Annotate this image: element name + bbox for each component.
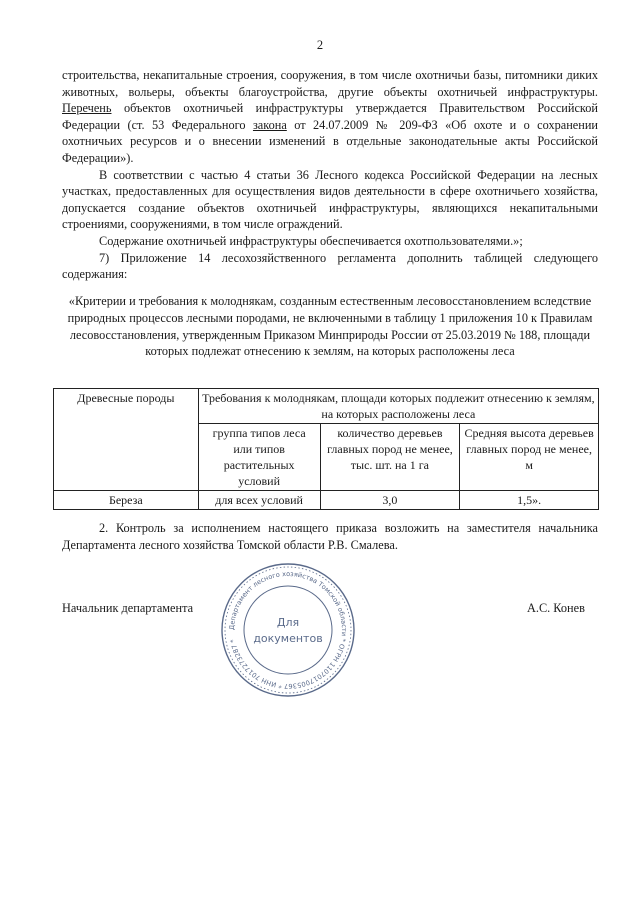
paragraph-appendix-14: 7) Приложение 14 лесохозяйственного регламента дополнить таблицей следующего содержания: [62,250,598,282]
cell-species: Береза [54,491,199,510]
stamp-seal [218,560,358,700]
stamp-ring-text [228,570,348,690]
header-species: Древесные породы [54,389,199,491]
law-link[interactable]: закона [252,117,287,132]
stamp-center-line2: документов [253,632,323,645]
perechen-link[interactable]: Перечень [62,101,112,116]
para1-text-middle: объектов охотничьей инфраструктуры утверждается Правительством Российской Федерации (ст. 53 Федерального [62,101,598,132]
signature-name: А.С. Конев [527,601,585,615]
header-average-height: Средняя высота деревьев главных пород не менее, м [460,424,599,491]
stamp-outer-ring [222,564,354,696]
table-row [54,491,599,510]
stamp-center-line1: Для [276,616,300,629]
criteria-table [53,388,599,510]
cell-count: 3,0 [320,491,460,510]
stamp-inner-ring [244,586,332,674]
header-forest-type-group: группа типов леса или типов растительных условий [198,424,320,491]
para1-text-start: строительства, некапитальные строения, сооружения, в том числе охотничьи базы, питомники диких животных, вольеры, объекты благоустройства, другие объекты охотничьей инфраструктуры. [62,68,598,99]
stamp-ring-textpath: Департамент лесного хозяйства Томской области * ОГРН 1107017005367 * ИНН 7017273287 * [227,569,349,691]
paragraph-control: 2. Контроль за исполнением настоящего приказа возложить на заместителя начальника Департамента лесного хозяйства Томской области Р.В. Смалева. [62,521,598,552]
table-header-row [54,389,599,424]
signature-position: Начальник департамента [62,601,194,615]
header-requirements: Требования к молоднякам, площади которых подлежит отнесению к землям, на которых расположены леса [198,389,598,424]
paragraph-forest-code: В соответствии с частью 4 статьи 36 Лесного кодекса Российской Федерации на лесных участках, предоставленных для осуществления видов деятельности в сфере охотничьего хозяйства, допускается создание объектов охотничьей инфраструктуры, являющихся некапитальными строениями, сооружениями, в том числе ограждений. [62,167,598,232]
page-number: 2 [316,38,324,52]
table-title: «Критерии и требования к молоднякам, созданным естественным лесовосстановлением вследствие природных процессов лесными породами, не включенными в таблицу 1 приложения 10 к Правилам лесовосстановления, утвержденным Приказом Минприроды России от 25.03.2019 № 188, площади которых подлежат отнесению к землям, на которых расположены леса [67,294,593,359]
cell-height: 1,5». [460,491,599,510]
cell-condition: для всех условий [198,491,320,510]
paragraph-hunting-infrastructure [62,67,598,283]
para1-text-end: от 24.07.2009 № 209-ФЗ «Об охоте и о сохранении охотничьих ресурсов и о внесении изменений в отдельные законодательные акты Российской Федерации»). [62,117,599,165]
paragraph-maintenance: Содержание охотничьей инфраструктуры обеспечивается охотпользователями.»; [99,233,523,248]
header-tree-count: количество деревьев главных пород не менее, тыс. шт. на 1 га [320,424,460,491]
